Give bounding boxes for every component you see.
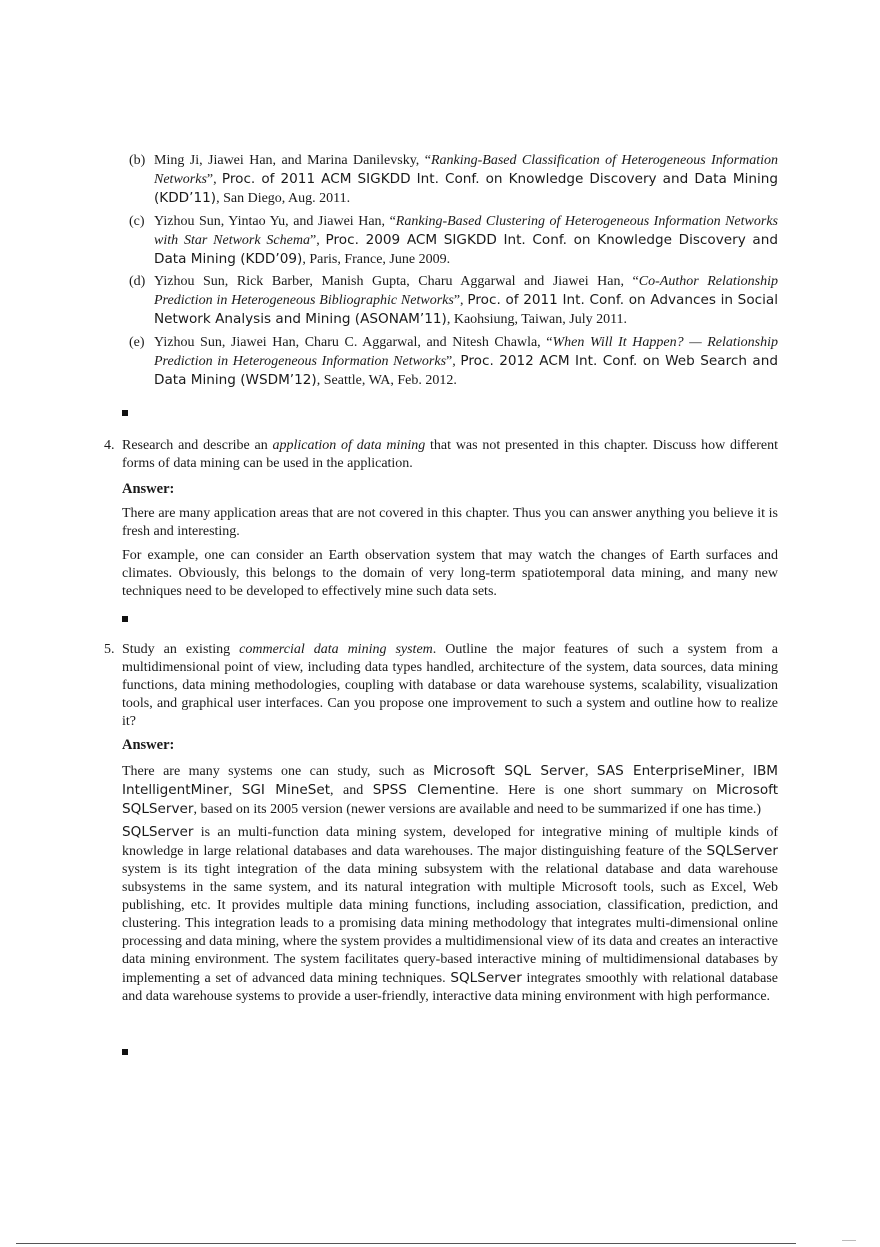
reference-tail: , Kaohsiung, Taiwan, July 2011. xyxy=(446,312,628,327)
answer-paragraph: For example, one can consider an Earth observation system that may watch the changes of Earth surfaces and climates. Obviously, this belongs to the domain of very long-term spatiotemporal data mining, and many new techniques need to be developed to effectively mine such data sets. xyxy=(122,548,778,599)
text-run: is an multi-function data mining system, developed for integrative mining of multiple kinds of knowledge in large relational databases and data warehouses. The major distinguishing feature of the xyxy=(122,825,778,859)
question-4-prompt xyxy=(122,437,778,473)
reference-venue: Proc. of 2011 Int. Conf. on Advances in Social Network Analysis and Mining (ASONAM’11) xyxy=(154,292,778,327)
text-run: . Here is one short summary on xyxy=(495,783,717,798)
reference-authors: Yizhou Sun, Rick Barber, Manish Gupta, Charu Aggarwal and Jiawei Han, “ xyxy=(154,274,639,289)
product-name: SQLServer xyxy=(450,970,522,986)
reference-punct: ”, xyxy=(309,233,326,248)
reference-label: (d) xyxy=(129,274,146,289)
reference-title: Ranking-Based Classification of Heterogeneous Information Networks xyxy=(154,153,778,187)
text-run: , xyxy=(740,764,753,779)
reference-text xyxy=(154,212,778,269)
prompt-text: that was not presented in this chapter. Discuss how different forms of data mining can be used in the application. xyxy=(122,438,778,471)
text-run: , xyxy=(584,764,597,779)
reference-tail: , Paris, France, June 2009. xyxy=(302,252,451,267)
end-of-answer-mark xyxy=(122,410,128,416)
question-number: 4. xyxy=(104,438,115,453)
reference-punct: ”, xyxy=(206,172,222,187)
prompt-emphasis: application of data mining xyxy=(272,438,426,453)
product-name: SGI MineSet xyxy=(241,782,331,798)
reference-text xyxy=(154,333,778,390)
end-of-answer-mark xyxy=(122,616,128,622)
answer-paragraph xyxy=(122,823,778,1006)
text-run: , and xyxy=(330,783,373,798)
text-run: , xyxy=(228,783,242,798)
prompt-text: . Outline the major features of such a system from a multidimensional point of view, including data types handled, architecture of the system, data sources, data mining functions, data mining methodologies, coupling with database or data warehouse systems, scalability, visualization tools, and graphical user interfaces. Can you propose one improvement to such a system and outline how to realize it? xyxy=(122,642,778,729)
reference-punct: ”, xyxy=(446,354,461,369)
reference-title: Ranking-Based Clustering of Heterogeneous Information Networks with Star Network Schema xyxy=(154,214,778,248)
reference-venue: Proc. 2012 ACM Int. Conf. on Web Search and Data Mining (WSDM’12) xyxy=(154,353,778,388)
reference-text xyxy=(154,151,778,208)
answer-paragraph xyxy=(122,762,778,819)
reference-title: When Will It Happen? — Relationship Prediction in Heterogeneous Information Networks xyxy=(154,335,779,369)
reference-title: Co-Author Relationship Prediction in Heterogeneous Bibliographic Networks xyxy=(154,274,778,308)
answer-paragraph: There are many application areas that are not covered in this chapter. Thus you can answer anything you believe it is fresh and interesting. xyxy=(122,506,778,539)
prompt-text: Research and describe an xyxy=(122,438,273,453)
reference-label: (c) xyxy=(129,214,145,229)
product-name: SQLServer xyxy=(122,824,194,840)
text-run: , based on its 2005 version (newer versions are available and need to be summarized if one has time.) xyxy=(193,802,762,817)
reference-venue: Proc. 2009 ACM SIGKDD Int. Conf. on Knowledge Discovery and Data Mining (KDD’09) xyxy=(154,232,779,267)
page-corner-mark xyxy=(842,1240,856,1241)
product-name: IBM IntelligentMiner xyxy=(122,763,779,798)
reference-label: (b) xyxy=(129,153,146,168)
reference-text xyxy=(154,272,778,329)
product-name: SAS EnterpriseMiner xyxy=(596,763,741,779)
footer-rule xyxy=(16,1243,796,1244)
text-run: There are many systems one can study, such as xyxy=(122,764,434,779)
question-5-prompt xyxy=(122,641,778,731)
product-name: SQLServer xyxy=(706,843,778,859)
answer-heading: Answer: xyxy=(122,737,175,753)
product-name: SPSS Clementine xyxy=(372,782,496,798)
reference-authors: Yizhou Sun, Yintao Yu, and Jiawei Han, “ xyxy=(154,214,396,229)
reference-authors: Yizhou Sun, Jiawei Han, Charu C. Aggarwal, and Nitesh Chawla, “ xyxy=(154,335,553,350)
text-run: system is its tight integration of the data mining subsystem with the relational database and data warehouse subsystems in the same system, and its natural integration with multiple Microsoft tools, such as Excel, Web publishing, etc. It provides multiple data mining functions, including association, classification, prediction, and clustering. This integration leads to a promising data mining methodology that integrates multi-dimensional online processing and data mining, where the system provides a multidimensional view of its data and creates an interactive data mining environment. The system facilitates query-based interactive mining of multidimensional databases by implementing a set of advanced data mining techniques. xyxy=(122,862,778,986)
product-name: Microsoft SQL Server xyxy=(433,763,585,779)
reference-punct: ”, xyxy=(453,293,468,308)
prompt-text: Study an existing xyxy=(122,642,240,657)
reference-venue: Proc. of 2011 ACM SIGKDD Int. Conf. on Knowledge Discovery and Data Mining (KDD’11) xyxy=(154,171,778,206)
text-run: integrates smoothly with relational database and data warehouse systems to provide a user-friendly, interactive data mining environment with high performance. xyxy=(122,971,778,1004)
reference-tail: , San Diego, Aug. 2011. xyxy=(216,191,351,206)
question-number: 5. xyxy=(104,642,115,657)
end-of-answer-mark xyxy=(122,1049,128,1055)
reference-authors: Ming Ji, Jiawei Han, and Marina Danilevsky, “ xyxy=(154,153,431,168)
prompt-emphasis: commercial data mining system xyxy=(239,642,433,657)
reference-tail: , Seattle, WA, Feb. 2012. xyxy=(316,373,457,388)
answer-heading: Answer: xyxy=(122,481,175,497)
reference-label: (e) xyxy=(129,335,145,350)
product-name: Microsoft SQLServer xyxy=(122,782,779,817)
